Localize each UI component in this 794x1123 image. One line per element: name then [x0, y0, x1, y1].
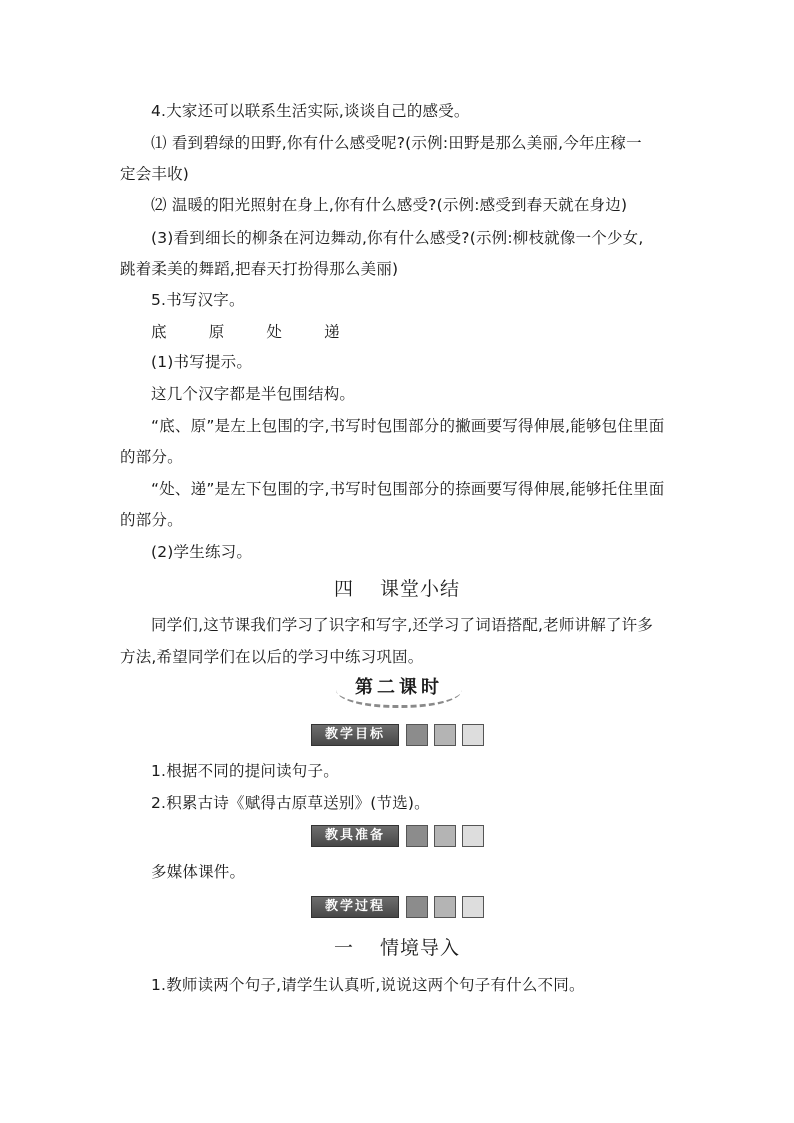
decor-square [434, 896, 456, 918]
item-5: 5.书写汉字。 [151, 291, 245, 309]
preparation-text: 多媒体课件。 [151, 863, 246, 881]
goal-1: 1.根据不同的提问读句子。 [151, 762, 339, 780]
decor-square [406, 896, 428, 918]
question-2: ⑵ 温暖的阳光照射在身上,你有什么感受?(示例:感受到春天就在身边) [151, 196, 628, 214]
label-text: 教学目标 [311, 724, 399, 746]
writing-tips-title: (1)书写提示。 [151, 353, 253, 371]
label-text: 教学过程 [311, 896, 399, 918]
decor-square [462, 724, 484, 746]
question-3-line-2: 跳着柔美的舞蹈,把春天打扮得那么美丽) [120, 260, 399, 278]
writing-tips-intro: 这几个汉字都是半包围结构。 [151, 385, 356, 403]
tip-b-line-1: “处、递”是左下包围的字,书写时包围部分的捺画要写得伸展,能够托住里面 [151, 480, 665, 498]
section-number: 四 [333, 578, 354, 600]
decor-square [462, 825, 484, 847]
question-3-line-1: (3)看到细长的柳条在河边舞动,你有什么感受?(示例:柳枝就像一个少女, [151, 229, 644, 247]
banner-title: 第二课时 [355, 677, 443, 698]
character: 原 [208, 323, 225, 341]
summary-line-1: 同学们,这节课我们学习了识字和写字,还学习了词语搭配,老师讲解了许多 [151, 616, 654, 634]
decor-square [406, 825, 428, 847]
decor-square [406, 724, 428, 746]
student-practice: (2)学生练习。 [151, 543, 253, 561]
tip-a-line-2: 的部分。 [120, 448, 183, 466]
goal-2: 2.积累古诗《赋得古原草送别》(节选)。 [151, 794, 430, 812]
decor-square [434, 825, 456, 847]
section-number: 一 [333, 937, 354, 959]
decor-square [462, 896, 484, 918]
label-text: 教具准备 [311, 825, 399, 847]
tip-a-line-1: “底、原”是左上包围的字,书写时包围部分的撇画要写得伸展,能够包住里面 [151, 417, 665, 435]
summary-line-2: 方法,希望同学们在以后的学习中练习巩固。 [120, 648, 424, 666]
section-4-heading [0, 577, 794, 601]
intro-item-1: 1.教师读两个句子,请学生认真听,说说这两个句子有什么不同。 [151, 976, 585, 994]
character: 处 [266, 323, 283, 341]
section-1-heading [0, 936, 794, 960]
question-1-line-2: 定会丰收) [120, 165, 190, 183]
section-title: 课堂小结 [380, 578, 461, 600]
tip-b-line-2: 的部分。 [120, 511, 183, 529]
question-1-line-1: ⑴ 看到碧绿的田野,你有什么感受呢?(示例:田野是那么美丽,今年庄稼一 [151, 134, 642, 152]
writing-characters [151, 322, 382, 342]
decor-square [434, 724, 456, 746]
character: 递 [324, 323, 340, 341]
lesson-2-banner [330, 671, 468, 705]
item-4: 4.大家还可以联系生活实际,谈谈自己的感受。 [151, 102, 470, 120]
character: 底 [151, 323, 167, 341]
section-title: 情境导入 [380, 937, 461, 959]
